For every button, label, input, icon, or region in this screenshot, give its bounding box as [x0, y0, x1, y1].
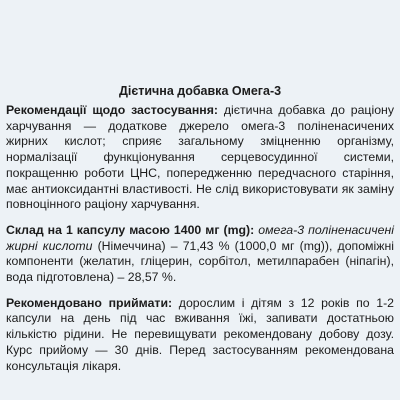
- recommendations-label: Рекомендації щодо застосування:: [6, 103, 218, 117]
- composition-ingredient: омега-3 поліненасичені жирні кислоти: [6, 222, 394, 253]
- document-title: Дієтична добавка Омега-3: [118, 84, 282, 98]
- recommendations-section: [6, 103, 394, 213]
- recommendations-text: дієтична добавка до раціону харчування — додаткове джерело омега-3 поліненасичених жирних кислот; сприяє загальному зміцненню організму, нормалізації функціонування серцевосудинної системи, покращенню роботи ЦНС, попередженню передчасного старіння, має антиоксидантні властивості. Не слід використовувати як заміну повноцінного раціону харчування.: [6, 103, 394, 212]
- dosage-text: дорослим і дітям з 12 років по 1-2 капсули на день під час вживання їжі, запивати достатньою кількістю рідини. Не перевищувати рекомендовану добову дозу. Курс прийому — 30 днів. Перед застосуванням рекомендована консультація лікаря.: [6, 295, 395, 373]
- composition-section: [6, 223, 394, 286]
- dosage-section: [6, 296, 394, 375]
- composition-label: Склад на 1 капсулу масою 1400 мг (mg):: [6, 222, 255, 237]
- composition-text: (Німеччина) – 71,43 % (1000,0 мг (mg)), допоміжні компоненти (желатин, гліцерин, сорбітол, метилпарабен (ніпагін), вода підготовлена) – 28,57 %.: [6, 238, 394, 285]
- dosage-label: Рекомендовано приймати:: [6, 295, 173, 310]
